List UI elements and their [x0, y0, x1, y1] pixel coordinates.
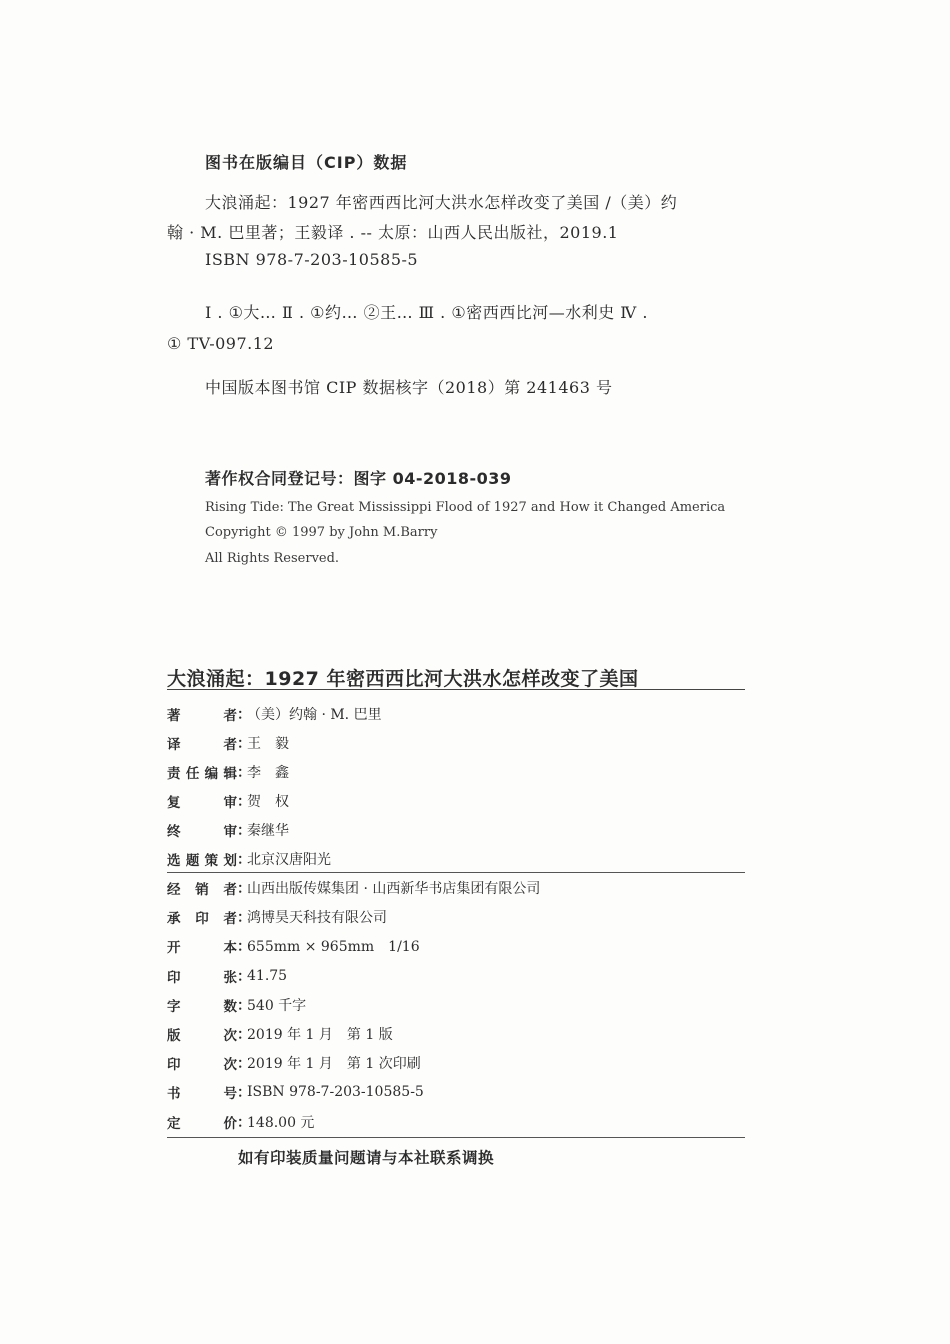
book-title: 大浪涌起：1927 年密西西比河大洪水怎样改变了美国 [167, 668, 639, 690]
publishing-value: 2019 年 1 月 第 1 版 [247, 1027, 393, 1043]
publishing-row [167, 995, 306, 1015]
quality-notice: 如有印装质量问题请与本社联系调换 [238, 1149, 495, 1167]
publishing-row [167, 1053, 421, 1073]
cip-entry-line-2: 翰 · M. 巴里著；王毅译 . -- 太原：山西人民出版社，2019.1 [167, 223, 619, 242]
credits-row [167, 704, 382, 724]
title-divider [167, 689, 745, 690]
publishing-value: ISBN 978-7-203-10585-5 [247, 1084, 424, 1101]
publishing-value: 山西出版传媒集团 · 山西新华书店集团有限公司 [247, 881, 541, 897]
label-colon: ： [237, 881, 251, 897]
publishing-label: 印 次 [167, 1057, 237, 1074]
credits-value: 李 鑫 [247, 765, 289, 781]
publishing-value: 540 千字 [247, 997, 307, 1014]
cip-title: 图书在版编目（CIP）数据 [205, 153, 408, 172]
publishing-value: 鸿博昊天科技有限公司 [247, 910, 387, 927]
credits-row [167, 849, 331, 869]
credits-value: 王 毅 [247, 736, 289, 752]
publishing-value: 41.75 [247, 967, 288, 984]
publishing-value: 148.00 元 [247, 1114, 315, 1131]
credits-value: （美）约翰 · M. 巴里 [247, 707, 382, 723]
copyright-notice: Copyright © 1997 by John M.Barry [205, 525, 438, 540]
credits-label: 选 题 策 划 [167, 853, 237, 869]
publishing-row [167, 1112, 314, 1132]
label-colon: ： [237, 1056, 251, 1073]
label-colon: ： [237, 794, 251, 810]
credits-row [167, 733, 289, 753]
publishing-value: 2019 年 1 月 第 1 次印刷 [247, 1056, 421, 1073]
credits-row [167, 820, 289, 840]
label-colon: ： [237, 736, 251, 752]
publishing-label: 开 本 [167, 940, 237, 957]
label-colon: ： [237, 765, 251, 781]
credits-row [167, 791, 289, 811]
publishing-row [167, 966, 287, 986]
publishing-label: 定 价 [167, 1115, 237, 1132]
cip-classification-line-2: ① TV-097.12 [167, 334, 275, 353]
credits-label: 著 者 [167, 708, 237, 724]
label-colon: ： [237, 1085, 251, 1102]
publishing-label: 承 印 者 [167, 911, 237, 928]
label-colon: ： [237, 939, 251, 956]
label-colon: ： [237, 1114, 251, 1131]
publishing-value: 655mm × 965mm 1/16 [247, 939, 420, 956]
publishing-row [167, 1024, 393, 1044]
publishing-label: 字 数 [167, 998, 237, 1015]
publishing-row [167, 936, 420, 956]
label-colon: ： [237, 1027, 251, 1043]
label-colon: ： [237, 823, 251, 839]
copyright-registration-number: 著作权合同登记号：图字 04-2018-039 [205, 469, 512, 488]
credits-label: 译 者 [167, 737, 237, 753]
label-colon: ： [237, 707, 251, 723]
credits-value: 秦继华 [247, 823, 289, 839]
publishing-row [167, 1082, 424, 1102]
cip-classification-line-1: Ⅰ . ①大… Ⅱ . ①约… ②王… Ⅲ . ①密西西比河—水利史 Ⅳ . [205, 303, 648, 322]
original-english-title: Rising Tide: The Great Mississippi Flood of 1927 and How it Changed America [205, 500, 726, 515]
publishing-row [167, 878, 540, 898]
credits-label: 终 审 [167, 824, 237, 840]
credits-row [167, 762, 289, 782]
credits-divider [167, 872, 745, 873]
label-colon: ： [237, 968, 251, 985]
publishing-row [167, 907, 387, 927]
credits-value: 贺 权 [247, 794, 289, 810]
publishing-label: 经 销 者 [167, 882, 237, 898]
label-colon: ： [237, 852, 251, 868]
publishing-label: 版 次 [167, 1028, 237, 1044]
cip-approval-number: 中国版本图书馆 CIP 数据核字（2018）第 241463 号 [205, 378, 613, 397]
rights-reserved: All Rights Reserved. [205, 551, 340, 566]
credits-label: 复 审 [167, 795, 237, 811]
cip-isbn: ISBN 978-7-203-10585-5 [205, 250, 419, 269]
label-colon: ： [237, 997, 251, 1014]
publishing-label: 书 号 [167, 1086, 237, 1103]
footer-divider [167, 1137, 745, 1138]
publishing-label: 印 张 [167, 969, 237, 986]
credits-value: 北京汉唐阳光 [247, 852, 331, 868]
cip-entry-line-1: 大浪涌起：1927 年密西西比河大洪水怎样改变了美国 /（美）约 [205, 193, 678, 212]
credits-label: 责 任 编 辑 [167, 766, 237, 782]
label-colon: ： [237, 910, 251, 927]
